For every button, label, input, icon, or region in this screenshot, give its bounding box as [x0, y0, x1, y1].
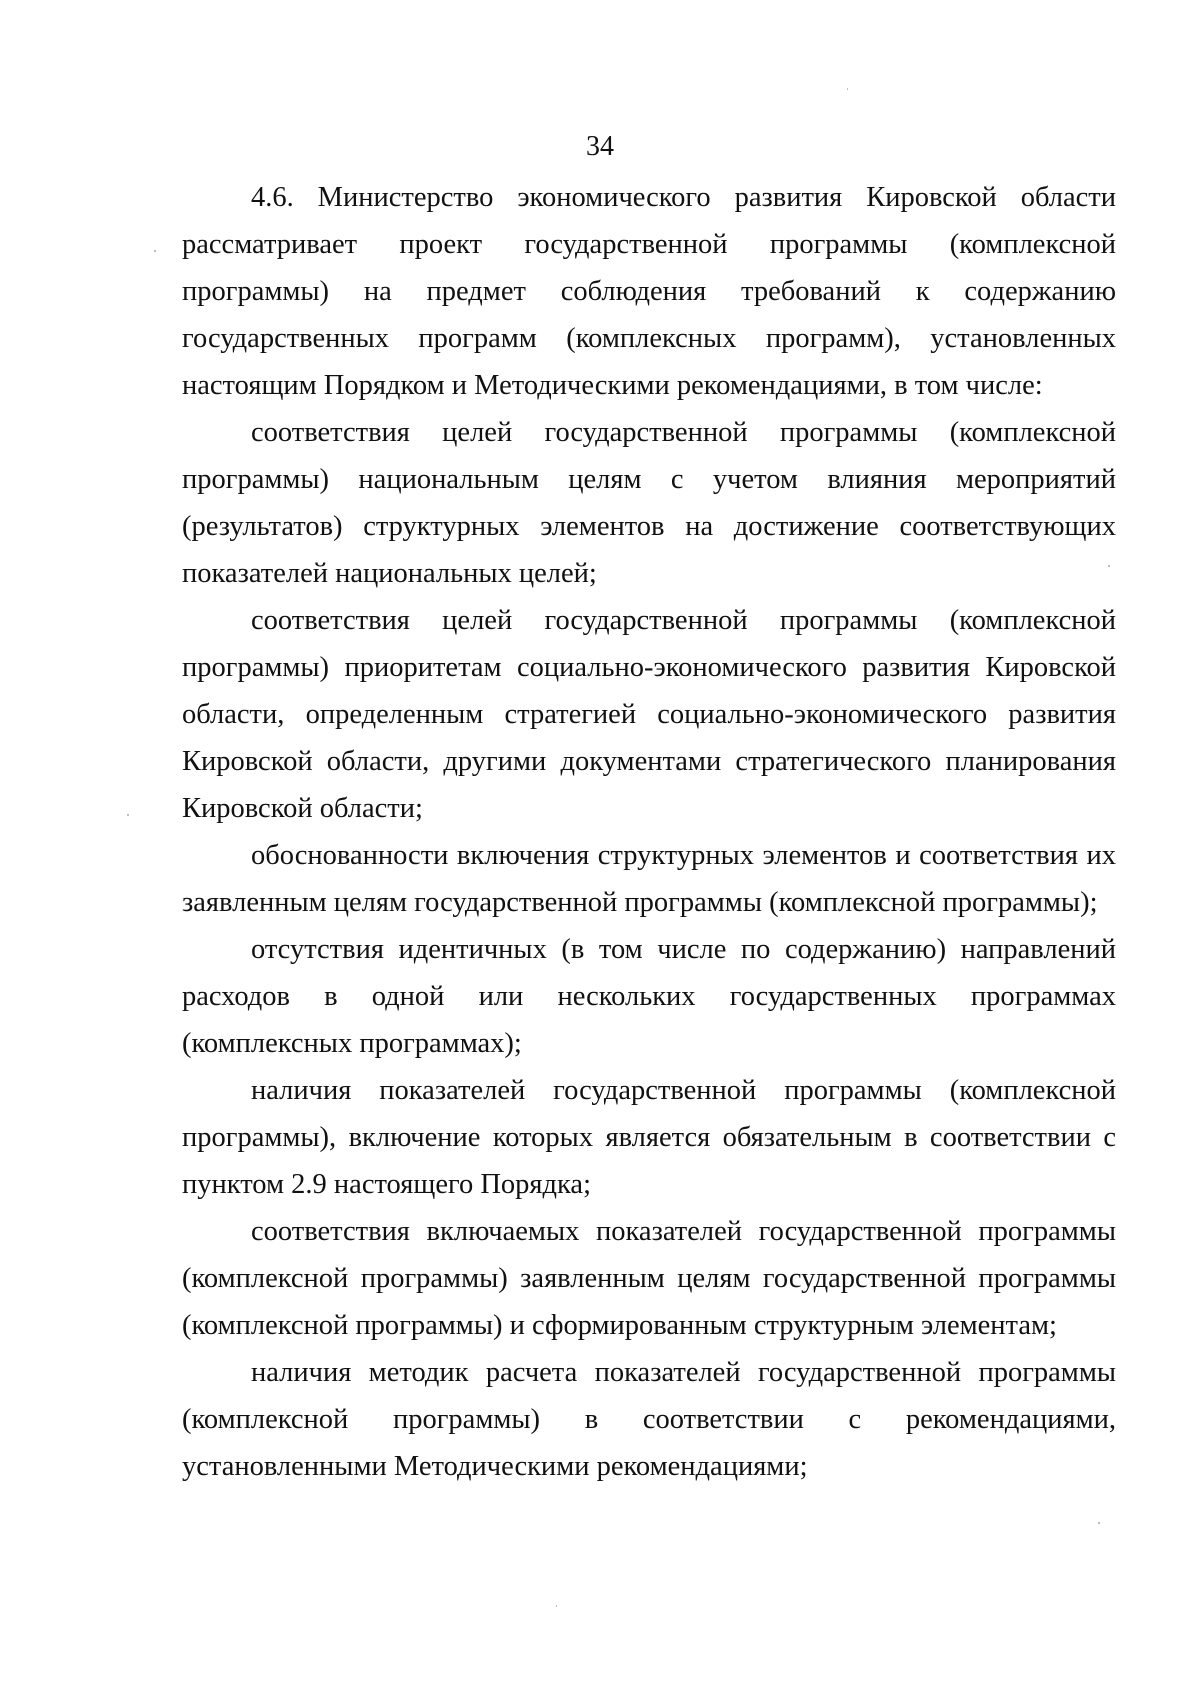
document-body [182, 174, 1116, 1490]
scan-speck [847, 88, 848, 90]
paragraph-socioeconomic-priorities: соответствия целей государственной программы (комплексной программы) приоритетам социально-экономического развития Кировской области, определенным стратегией социально-экономического развития Кировской области, другими документами стратегического планирования Кировской области; [182, 605, 1116, 824]
paragraph-national-goals: соответствия целей государственной программы (комплексной программы) национальным целям с учетом влияния мероприятий (результатов) структурных элементов на достижение соответствующих показателей национальных целей; [182, 417, 1116, 589]
scan-speck [1098, 1522, 1100, 1524]
paragraph-indicator-compliance: соответствия включаемых показателей государственной программы (комплексной программы) заявленным целям государственной программы (комплексной программы) и сформированным структурным элементам; [182, 1216, 1116, 1341]
paragraph-calculation-methods: наличия методик расчета показателей государственной программы (комплексной программы) в соответствии с рекомендациями, установленными Методическими рекомендациями; [182, 1357, 1116, 1482]
paragraph-identical-expenses: отсутствия идентичных (в том числе по содержанию) направлений расходов в одной или нескольких государственных программах (комплексных программах); [182, 934, 1116, 1059]
scan-speck [127, 814, 129, 816]
paragraph-structural-elements: обоснованности включения структурных элементов и соответствия их заявленным целям государственной программы (комплексной программы); [182, 840, 1116, 918]
scan-speck [154, 250, 156, 252]
paragraph-mandatory-indicators: наличия показателей государственной программы (комплексной программы), включение которых является обязательным в соответствии с пунктом 2.9 настоящего Порядка; [182, 1075, 1116, 1200]
paragraph-4-6: 4.6. Министерство экономического развития Кировской области рассматривает проект государственной программы (комплексной программы) на предмет соблюдения требований к содержанию государственных программ (комплексных программ), установленных настоящим Порядком и Методическими рекомендациями, в том числе: [182, 182, 1116, 401]
page-number: 34 [586, 131, 614, 162]
scan-speck [556, 1605, 557, 1607]
scan-speck [1108, 565, 1110, 567]
